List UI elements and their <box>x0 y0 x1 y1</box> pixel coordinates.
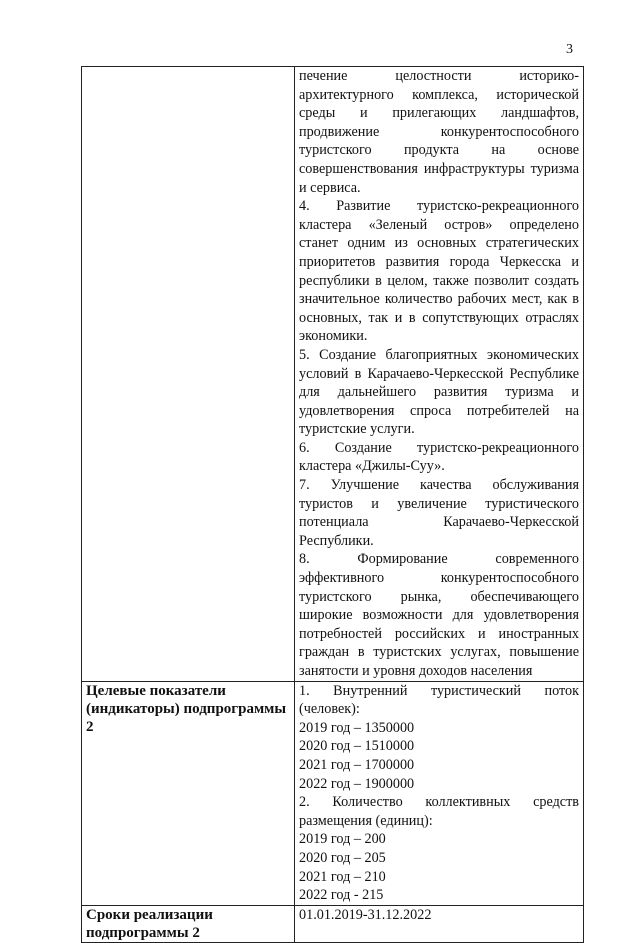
indicator-line: 1. Внутренний туристический поток (человек): <box>299 682 579 718</box>
table-row <box>82 681 584 905</box>
indicator-line: 2. Количество коллективных средств размещения (единиц): <box>299 794 579 829</box>
goal-text: 5. Создание благоприятных экономических условий в Карачаево-Черкесской Республике для дальнейшего развития туризма и удовлетворения спроса потребителей на туристские услуги. <box>299 346 579 438</box>
indicator-line: 2020 год – 205 <box>299 849 386 866</box>
indicator-line: 2022 год - 215 <box>299 887 384 904</box>
goal-text: печение целостности историко-архитектурного комплекса, исторической среды и прилегающих ландшафтов, продвижение конкурентоспособного туристского продукта на основе совершенствования инфраструктуры туризма и сервиса. <box>299 68 579 196</box>
indicator-line: 2020 год – 1510000 <box>299 738 415 755</box>
empty-label-cell <box>82 67 295 682</box>
indicator-line: 2019 год – 1350000 <box>299 719 415 736</box>
goal-text: 8. Формирование современного эффективного конкурентоспособного туристского рынка, обеспечивающего широкие возможности для удовлетворения потребностей российских и иностранных граждан в туристских услугах, повышение занятости и уровня доходов населения <box>299 551 579 679</box>
terms-value: 01.01.2019-31.12.2022 <box>295 905 584 942</box>
terms-label: Сроки реализации подпрограммы 2 <box>82 905 295 942</box>
table-row <box>82 67 584 682</box>
indicators-values <box>295 681 584 905</box>
indicator-line: 2021 год – 210 <box>299 868 386 885</box>
goal-text: 4. Развитие туристско-рекреационного кластера «Зеленый остров» определено станет одним из основных стратегических приоритетов развития города Черкесска и республики в целом, также позволит создать значительное количество рабочих мест, как в основных, так и в сопутствующих отраслях экономики. <box>299 198 579 345</box>
goal-text: 6. Создание туристско-рекреационного кластера «Джилы-Суу». <box>299 439 579 475</box>
table-row <box>82 905 584 942</box>
indicator-line: 2021 год – 1700000 <box>299 756 415 773</box>
goals-continuation-cell <box>295 67 584 682</box>
indicators-label: Целевые показатели (индикаторы) подпрограммы 2 <box>82 681 295 905</box>
indicator-line: 2022 год – 1900000 <box>299 775 415 792</box>
goal-text: 7. Улучшение качества обслуживания туристов и увеличение туристического потенциала Карачаево-Черкесской Республики. <box>299 477 579 549</box>
indicator-line: 2019 год – 200 <box>299 831 386 848</box>
page-number: 3 <box>566 42 573 57</box>
program-table <box>81 66 584 943</box>
